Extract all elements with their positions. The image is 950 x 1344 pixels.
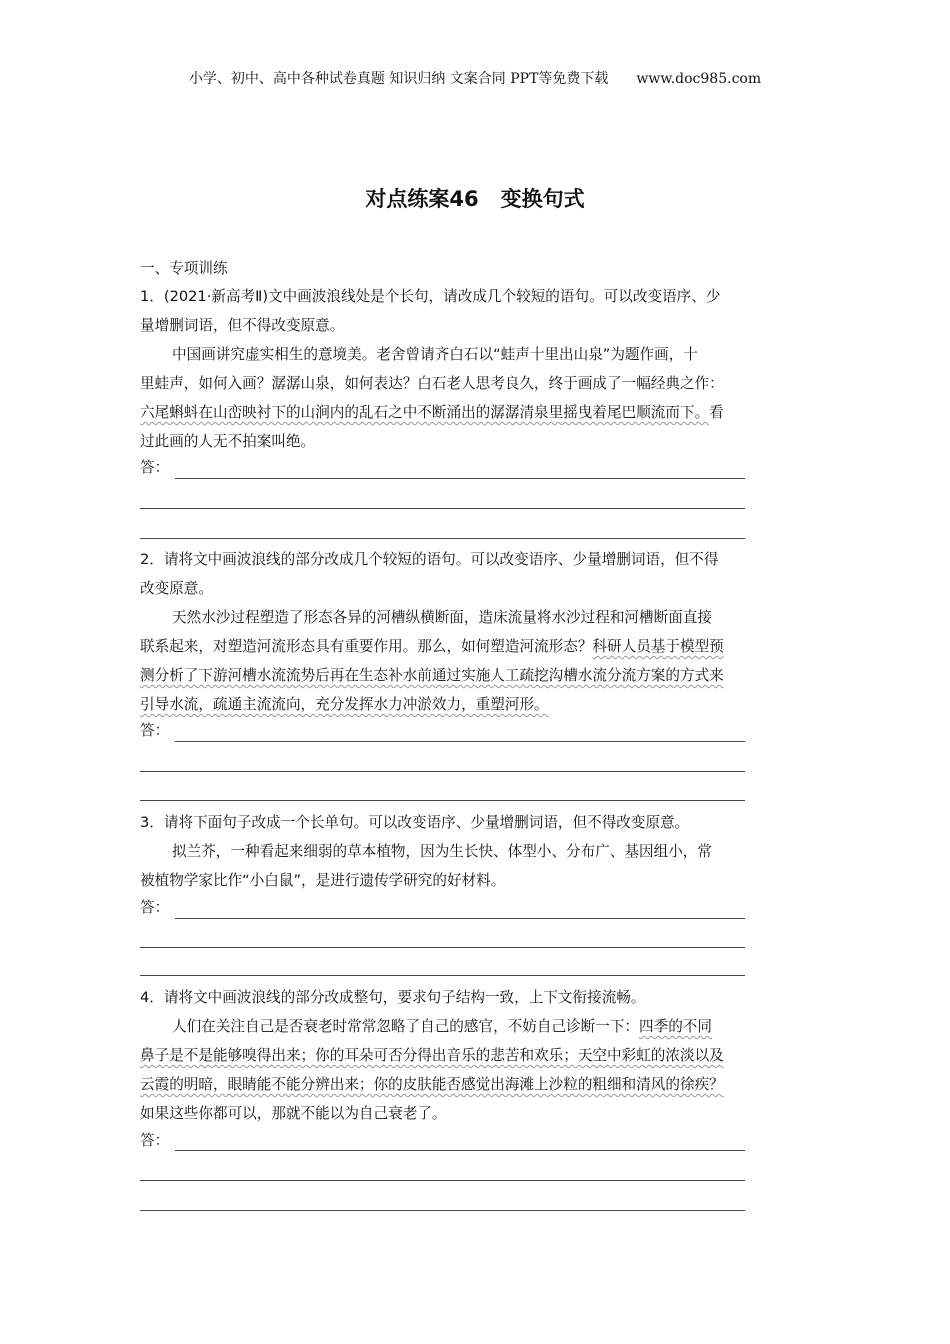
passage-text: 人们在关注自己是否衰老时常常忽略了自己的感官，不妨自己诊断一下： <box>172 1018 640 1035</box>
wavy-underlined-text: 科研人员基于模型预 <box>592 638 724 655</box>
passage-text: 里蛙声，如何入画？潺潺山泉，如何表达？白石老人思考良久，终于画成了一幅经典之作： <box>140 375 724 392</box>
answer-label: 答： <box>140 722 170 739</box>
wavy-underlined-text: 引导水流，疏通主流流向，充分发挥水力冲淤效力，重塑河形。 <box>140 696 549 713</box>
answer-label: 答： <box>140 459 170 476</box>
answer-line[interactable] <box>140 1210 745 1211</box>
passage-text: 看 <box>709 404 724 421</box>
passage-line <box>140 1103 820 1125</box>
answer-line[interactable] <box>140 508 745 509</box>
header-text: 小学、初中、高中各种试卷真题 知识归纳 文案合同 PPT等免费下载 <box>188 71 609 87</box>
answer-label: 答： <box>140 1132 170 1149</box>
answer-line[interactable] <box>140 538 745 539</box>
answer-line[interactable] <box>140 800 745 801</box>
passage-line <box>172 841 852 863</box>
question-prompt: 3．请将下面句子改成一个长单句。可以改变语序、少量增删词语，但不得改变原意。 <box>140 814 690 831</box>
question-prompt: 改变原意。 <box>140 580 213 597</box>
passage-text: 被植物学家比作“小白鼠”，是进行遗传学研究的好材料。 <box>140 872 506 889</box>
passage-line <box>140 402 820 424</box>
answer-line[interactable] <box>140 947 745 948</box>
wavy-underlined-text: 测分析了下游河槽水流流势后再在生态补水前通过实施人工疏挖沟槽水流分流方案的方式来 <box>140 667 724 684</box>
wavy-underlined-text: 四季的不同 <box>639 1018 712 1035</box>
passage-text: 天然水沙过程塑造了形态各异的河槽纵横断面，造床流量将水沙过程和河槽断面直接 <box>172 609 712 626</box>
title-main: 对点练案46 <box>365 187 479 211</box>
question-prompt: 4．请将文中画波浪线的部分改成整句，要求句子结构一致，上下文衔接流畅。 <box>140 989 646 1006</box>
wavy-underlined-text: 六尾蝌蚪在山峦映衬下的山涧内的乱石之中不断涌出的潺潺清泉里摇曳着尾巴顺流而下。 <box>140 404 710 421</box>
passage-line <box>140 1045 820 1067</box>
passage-line <box>172 1016 852 1038</box>
answer-line[interactable] <box>140 771 745 772</box>
passage-text: 拟兰芥，一种看起来细弱的草本植物，因为生长快、体型小、分布广、基因组小，常 <box>172 843 712 860</box>
page-title <box>0 183 950 213</box>
passage-text: 联系起来，对塑造河流形态具有重要作用。那么，如何塑造河流形态？ <box>140 638 593 655</box>
passage-line <box>140 870 820 892</box>
passage-line <box>172 344 852 366</box>
header-url[interactable]: www.doc985.com <box>636 71 762 87</box>
answer-line[interactable] <box>175 478 745 479</box>
section-heading: 一、专项训练 <box>140 260 228 277</box>
passage-line <box>140 636 820 658</box>
passage-text: 如果这些你都可以，那就不能以为自己衰老了。 <box>140 1105 447 1122</box>
answer-line[interactable] <box>175 1150 745 1151</box>
passage-line <box>172 607 852 629</box>
answer-line[interactable] <box>140 975 745 976</box>
answer-label: 答： <box>140 899 170 916</box>
wavy-underlined-text: 鼻子是不是能够嗅得出来；你的耳朵可否分得出音乐的悲苦和欢乐；天空中彩虹的浓淡以及 <box>140 1047 724 1064</box>
passage-line <box>140 431 820 453</box>
page-header <box>0 68 950 88</box>
wavy-underlined-text: 云霞的明暗，眼睛能不能分辨出来；你的皮肤能否感觉出海滩上沙粒的粗细和清风的徐疾？ <box>140 1076 724 1093</box>
question-prompt: 量增删词语，但不得改变原意。 <box>140 317 345 334</box>
answer-line[interactable] <box>175 741 745 742</box>
passage-text: 过此画的人无不拍案叫绝。 <box>140 433 316 450</box>
answer-line[interactable] <box>175 918 745 919</box>
title-sub: 变换句式 <box>500 187 585 211</box>
passage-line <box>140 694 820 716</box>
passage-line <box>140 373 820 395</box>
question-prompt: 1．(2021·新高考Ⅱ)文中画波浪线处是个长句，请改成几个较短的语句。可以改变语序、少 <box>140 288 721 305</box>
passage-text: 中国画讲究虚实相生的意境美。老舍曾请齐白石以“蛙声十里出山泉”为题作画，十 <box>172 346 698 363</box>
passage-line <box>140 665 820 687</box>
passage-line <box>140 1074 820 1096</box>
question-prompt: 2．请将文中画波浪线的部分改成几个较短的语句。可以改变语序、少量增删词语，但不得 <box>140 551 719 568</box>
answer-line[interactable] <box>140 1180 745 1181</box>
